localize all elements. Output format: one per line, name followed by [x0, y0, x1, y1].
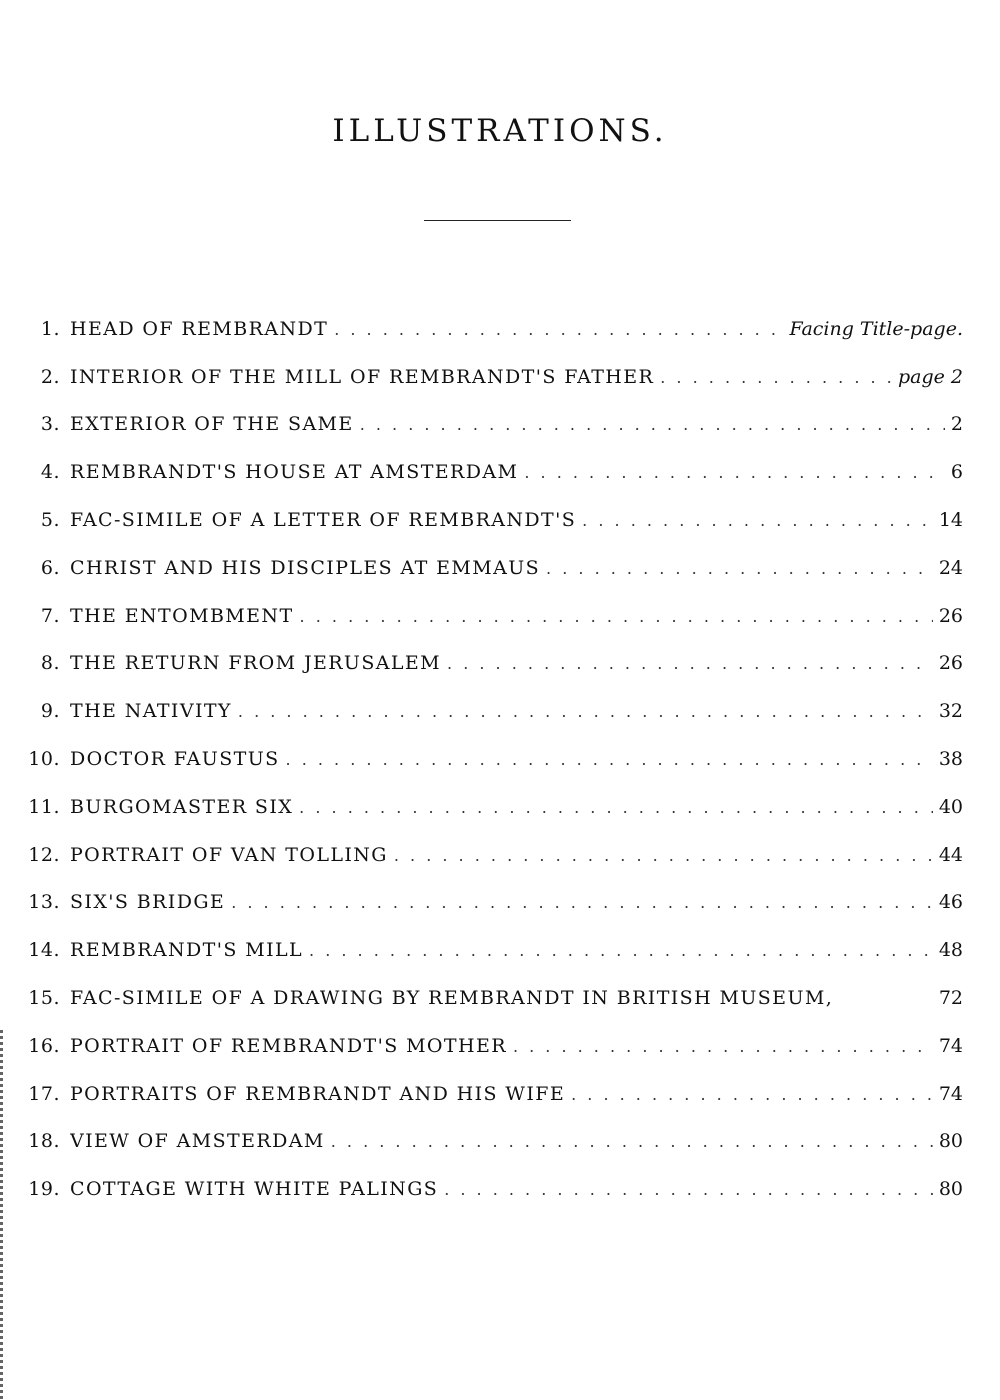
item-entry	[70, 700, 963, 722]
leader-dots	[331, 1132, 933, 1151]
item-entry	[70, 1178, 963, 1200]
item-title: COTTAGE WITH WHITE PALINGS	[70, 1178, 439, 1201]
leader-dots	[660, 368, 892, 387]
item-title: REMBRANDT'S MILL	[70, 939, 304, 962]
leader-dots	[582, 511, 933, 530]
item-page: 2	[950, 413, 963, 436]
item-page: 32	[938, 700, 963, 723]
list-item	[0, 687, 1000, 735]
item-page: 80	[938, 1178, 963, 1201]
item-title: CHRIST AND HIS DISCIPLES AT EMMAUS	[70, 556, 541, 579]
item-title: THE NATIVITY	[70, 700, 232, 723]
item-entry	[70, 748, 963, 770]
item-page: 48	[938, 939, 963, 962]
item-page: 44	[938, 843, 963, 866]
leader-dots	[447, 654, 933, 673]
item-entry	[70, 318, 963, 340]
item-page: 24	[938, 556, 963, 579]
list-item	[0, 448, 1000, 496]
item-page: 74	[938, 1082, 963, 1105]
item-entry	[70, 605, 963, 627]
item-title: HEAD OF REMBRANDT	[70, 317, 329, 340]
item-page: 46	[938, 891, 963, 914]
item-number: 16.	[28, 1034, 60, 1057]
item-entry	[70, 461, 963, 483]
leader-dots	[238, 702, 933, 721]
leader-dots	[231, 893, 933, 912]
item-number: 11.	[28, 795, 60, 818]
item-entry	[70, 891, 963, 913]
item-number: 3.	[40, 413, 60, 436]
leader-dots	[444, 1180, 933, 1199]
item-title: EXTERIOR OF THE SAME	[70, 413, 354, 436]
item-number: 7.	[40, 604, 60, 627]
leader-dots	[299, 798, 933, 817]
item-entry	[70, 987, 963, 1009]
item-entry	[70, 939, 963, 961]
item-page: 72	[938, 987, 963, 1010]
list-item	[0, 1165, 1000, 1213]
item-number: 4.	[40, 461, 60, 484]
item-page: 14	[938, 509, 963, 532]
item-number: 8.	[40, 652, 60, 675]
item-title: SIX'S BRIDGE	[70, 891, 226, 914]
item-page: page 2	[897, 365, 963, 388]
leader-dots	[394, 846, 933, 865]
leader-dots	[546, 559, 933, 578]
item-number: 15.	[28, 987, 60, 1010]
item-number: 10.	[28, 748, 60, 771]
item-page: 74	[938, 1034, 963, 1057]
item-entry	[70, 1130, 963, 1152]
item-number: 9.	[40, 700, 60, 723]
item-page: 26	[938, 652, 963, 675]
leader-dots	[300, 607, 933, 626]
leader-dots	[286, 750, 933, 769]
item-number: 18.	[28, 1130, 60, 1153]
item-number: 5.	[40, 509, 60, 532]
item-entry	[70, 366, 963, 388]
item-title: PORTRAIT OF VAN TOLLING	[70, 843, 388, 866]
item-number: 19.	[28, 1178, 60, 1201]
list-item	[0, 544, 1000, 592]
leader-dots	[524, 463, 945, 482]
list-item	[0, 1070, 1000, 1118]
item-title: PORTRAITS OF REMBRANDT AND HIS WIFE	[70, 1082, 566, 1105]
list-item	[0, 1118, 1000, 1166]
item-entry	[70, 1083, 963, 1105]
list-item	[0, 353, 1000, 401]
leader-dots	[334, 320, 783, 339]
item-number: 13.	[28, 891, 60, 914]
item-title: FAC-SIMILE OF A DRAWING BY REMBRANDT IN BRITISH MUSEUM,	[70, 987, 834, 1010]
list-item	[0, 926, 1000, 974]
list-item	[0, 640, 1000, 688]
list-item	[0, 496, 1000, 544]
item-title: THE ENTOMBMENT	[70, 604, 294, 627]
item-number: 2.	[40, 365, 60, 388]
list-item	[0, 592, 1000, 640]
item-number: 1.	[40, 317, 60, 340]
item-page: 26	[938, 604, 963, 627]
item-page: Facing Title-page.	[789, 317, 963, 340]
list-item	[0, 401, 1000, 449]
leader-dots	[360, 415, 945, 434]
item-entry	[70, 796, 963, 818]
item-entry	[70, 413, 963, 435]
item-number: 14.	[28, 939, 60, 962]
leader-dots	[571, 1085, 933, 1104]
leader-dots	[513, 1037, 933, 1056]
list-item	[0, 879, 1000, 927]
illustrations-list	[0, 305, 1000, 1213]
item-entry	[70, 844, 963, 866]
item-title: BURGOMASTER SIX	[70, 795, 294, 818]
item-entry	[70, 1035, 963, 1057]
item-title: PORTRAIT OF REMBRANDT'S MOTHER	[70, 1034, 507, 1057]
list-item	[0, 831, 1000, 879]
item-page: 38	[938, 748, 963, 771]
list-item	[0, 1022, 1000, 1070]
item-page: 80	[938, 1130, 963, 1153]
item-title: FAC-SIMILE OF A LETTER OF REMBRANDT'S	[70, 509, 577, 532]
page-title: ILLUSTRATIONS.	[332, 112, 668, 149]
item-title: INTERIOR OF THE MILL OF REMBRANDT'S FATHER	[70, 365, 655, 388]
item-entry	[70, 557, 963, 579]
list-item	[0, 305, 1000, 353]
item-entry	[70, 509, 963, 531]
list-item	[0, 735, 1000, 783]
item-title: REMBRANDT'S HOUSE AT AMSTERDAM	[70, 461, 519, 484]
item-title: VIEW OF AMSTERDAM	[70, 1130, 325, 1153]
item-number: 12.	[28, 843, 60, 866]
item-entry	[70, 652, 963, 674]
item-page: 40	[938, 795, 963, 818]
item-title: THE RETURN FROM JERUSALEM	[70, 652, 442, 675]
item-page: 6	[950, 461, 963, 484]
item-title: DOCTOR FAUSTUS	[70, 748, 280, 771]
item-number: 6.	[40, 556, 60, 579]
list-item	[0, 783, 1000, 831]
list-item	[0, 974, 1000, 1022]
title-rule	[424, 220, 571, 221]
leader-dots	[309, 941, 933, 960]
item-number: 17.	[28, 1082, 60, 1105]
